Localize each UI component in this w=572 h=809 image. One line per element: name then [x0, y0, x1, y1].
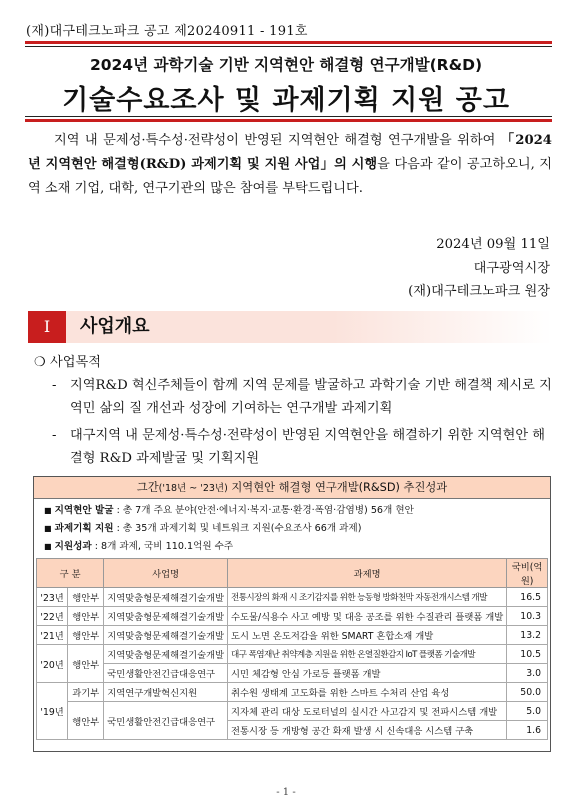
intro-paragraph — [28, 129, 552, 201]
cell-budget: 3.0 — [507, 664, 548, 683]
purpose-item — [52, 374, 552, 420]
cell-program: 지역맞춤형문제해결기술개발 — [104, 588, 228, 607]
table-header-row — [37, 559, 548, 588]
cell-budget: 16.5 — [507, 588, 548, 607]
cell-year: '23년 — [37, 588, 68, 607]
title-rule-black — [25, 116, 552, 117]
cell-year: '19년 — [37, 683, 68, 740]
summary-label: 지역현안 발굴 — [54, 505, 114, 516]
col-header-category: 구 분 — [37, 559, 104, 588]
purpose-item — [52, 424, 552, 470]
cell-task: 도시 노면 온도저감을 위한 SMART 혼합소재 개발 — [228, 626, 507, 645]
intro-part2: 을 다음과 같이 공고하오니, 지역 소재 기업, 대학, 연구기관의 많은 참여를 부탁드립니다. — [28, 157, 552, 196]
summary-text: : 8개 과제, 국비 110.1억원 수주 — [91, 541, 234, 552]
summary-line — [44, 521, 361, 536]
results-title-main: 지역현안 해결형 연구개발(R&SD) 추진성과 — [231, 481, 448, 494]
cell-budget: 10.5 — [507, 645, 548, 664]
col-header-budget: 국비(억원) — [507, 559, 548, 588]
title-rule-red — [25, 119, 552, 122]
cell-ministry: 행안부 — [68, 588, 104, 607]
top-rule-black — [25, 46, 552, 47]
results-box-title — [34, 477, 550, 499]
cell-year: '21년 — [37, 626, 68, 645]
col-header-task: 과제명 — [228, 559, 507, 588]
purpose-item-text: 대구지역 내 문제성·특수성·전략성이 반영된 지역현안을 해결하기 위한 지역현안 해결형 R&D 과제발굴 및 기획지원 — [70, 428, 546, 466]
table-row — [37, 588, 548, 607]
cell-year: '20년 — [37, 645, 68, 683]
cell-budget: 50.0 — [507, 683, 548, 702]
top-rule-red — [25, 41, 552, 44]
purpose-heading: ❍ 사업목적 — [34, 355, 101, 370]
cell-budget: 13.2 — [507, 626, 548, 645]
intro-program-name: 「2024년 지역현안 해결형(R&D) 과제기획 및 지원 사업」의 시행 — [28, 133, 552, 172]
cell-budget: 1.6 — [507, 721, 548, 740]
square-bullet-icon: ■ — [44, 524, 52, 533]
intro-part1: 지역 내 문제성·특수성·전략성이 반영된 지역현안 해결형 연구개발을 위하여 — [54, 133, 501, 148]
table-row — [37, 607, 548, 626]
cell-budget: 5.0 — [507, 702, 548, 721]
summary-line — [44, 539, 233, 554]
table-row — [37, 626, 548, 645]
cell-program: 지역맞춤형문제해결기술개발 — [104, 645, 228, 664]
results-table — [36, 558, 548, 740]
summary-label: 지원성과 — [54, 541, 92, 552]
cell-task: 전통시장의 화재 시 조기감지를 위한 능동형 방화천막 자동전개시스템 개발 — [228, 588, 507, 607]
cell-ministry: 행안부 — [68, 645, 104, 683]
dash-marker: - — [52, 428, 57, 443]
summary-text: : 총 7개 주요 분야(안전·에너지·복지·교통·환경·폭염·감염병) 56개 현안 — [113, 505, 414, 516]
page-number: - 1 - — [276, 787, 296, 798]
table-row — [37, 683, 548, 702]
square-bullet-icon: ■ — [44, 542, 52, 551]
summary-line — [44, 503, 414, 518]
results-box — [33, 476, 551, 752]
cell-task: 대구 폭염재난 취약계층 지원을 위한 온열질환감지 IoT 플랫폼 기술개발 — [228, 645, 507, 664]
notice-date: 2024년 09월 11일 — [436, 237, 550, 252]
cell-program: 지역연구개발혁신지원 — [104, 683, 228, 702]
notice-number: (재)대구테크노파크 공고 제20240911 - 191호 — [26, 24, 308, 39]
summary-label: 과제기획 지원 — [54, 523, 114, 534]
cell-program: 국민생활안전긴급대응연구 — [104, 664, 228, 683]
results-title-prefix: 그간 — [136, 481, 159, 494]
cell-task: 전통시장 등 개방형 공간 화재 발생 시 신속대응 시스템 구축 — [228, 721, 507, 740]
notice-subtitle: 2024년 과학기술 기반 지역현안 해결형 연구개발(R&D) — [89, 56, 483, 74]
results-title-period: ('18년 ~ '23년) — [158, 483, 228, 494]
table-row — [37, 702, 548, 721]
col-header-program: 사업명 — [104, 559, 228, 588]
table-row — [37, 645, 548, 664]
cell-task: 지자체 관리 대상 도로터널의 실시간 사고감지 및 전파시스템 개발 — [228, 702, 507, 721]
section-heading — [28, 311, 552, 343]
cell-ministry: 행안부 — [68, 702, 104, 740]
section-number: I — [28, 311, 66, 343]
cell-task: 취수원 생태계 고도화를 위한 스마트 수처리 산업 육성 — [228, 683, 507, 702]
section-label: 사업개요 — [66, 311, 552, 343]
cell-task: 수도물/식용수 사고 예방 및 대응 공조를 위한 수질관리 플랫폼 개발 — [228, 607, 507, 626]
notice-title: 기술수요조사 및 과제기획 지원 공고 — [62, 85, 510, 116]
cell-year: '22년 — [37, 607, 68, 626]
purpose-item-text: 지역R&D 혁신주체들이 함께 지역 문제를 발굴하고 과학기술 기반 해결책 제시로 지역민 삶의 질 개선과 성장에 기여하는 연구개발 과제기획 — [70, 378, 552, 416]
signatory-director: (재)대구테크노파크 원장 — [408, 284, 550, 299]
square-bullet-icon: ■ — [44, 506, 52, 515]
cell-program: 지역맞춤형문제해결기술개발 — [104, 626, 228, 645]
cell-ministry: 과기부 — [68, 683, 104, 702]
table-row — [37, 664, 548, 683]
cell-ministry: 행안부 — [68, 607, 104, 626]
cell-program: 지역맞춤형문제해결기술개발 — [104, 607, 228, 626]
cell-program: 국민생활안전긴급대응연구 — [104, 702, 228, 740]
cell-ministry: 행안부 — [68, 626, 104, 645]
summary-text: : 총 35개 과제기획 및 네트워크 지원(수요조사 66개 과제) — [113, 523, 362, 534]
signatory-mayor: 대구광역시장 — [473, 261, 550, 276]
cell-task: 시민 체감형 안심 가로등 플랫폼 개발 — [228, 664, 507, 683]
dash-marker: - — [52, 378, 57, 393]
cell-budget: 10.3 — [507, 607, 548, 626]
